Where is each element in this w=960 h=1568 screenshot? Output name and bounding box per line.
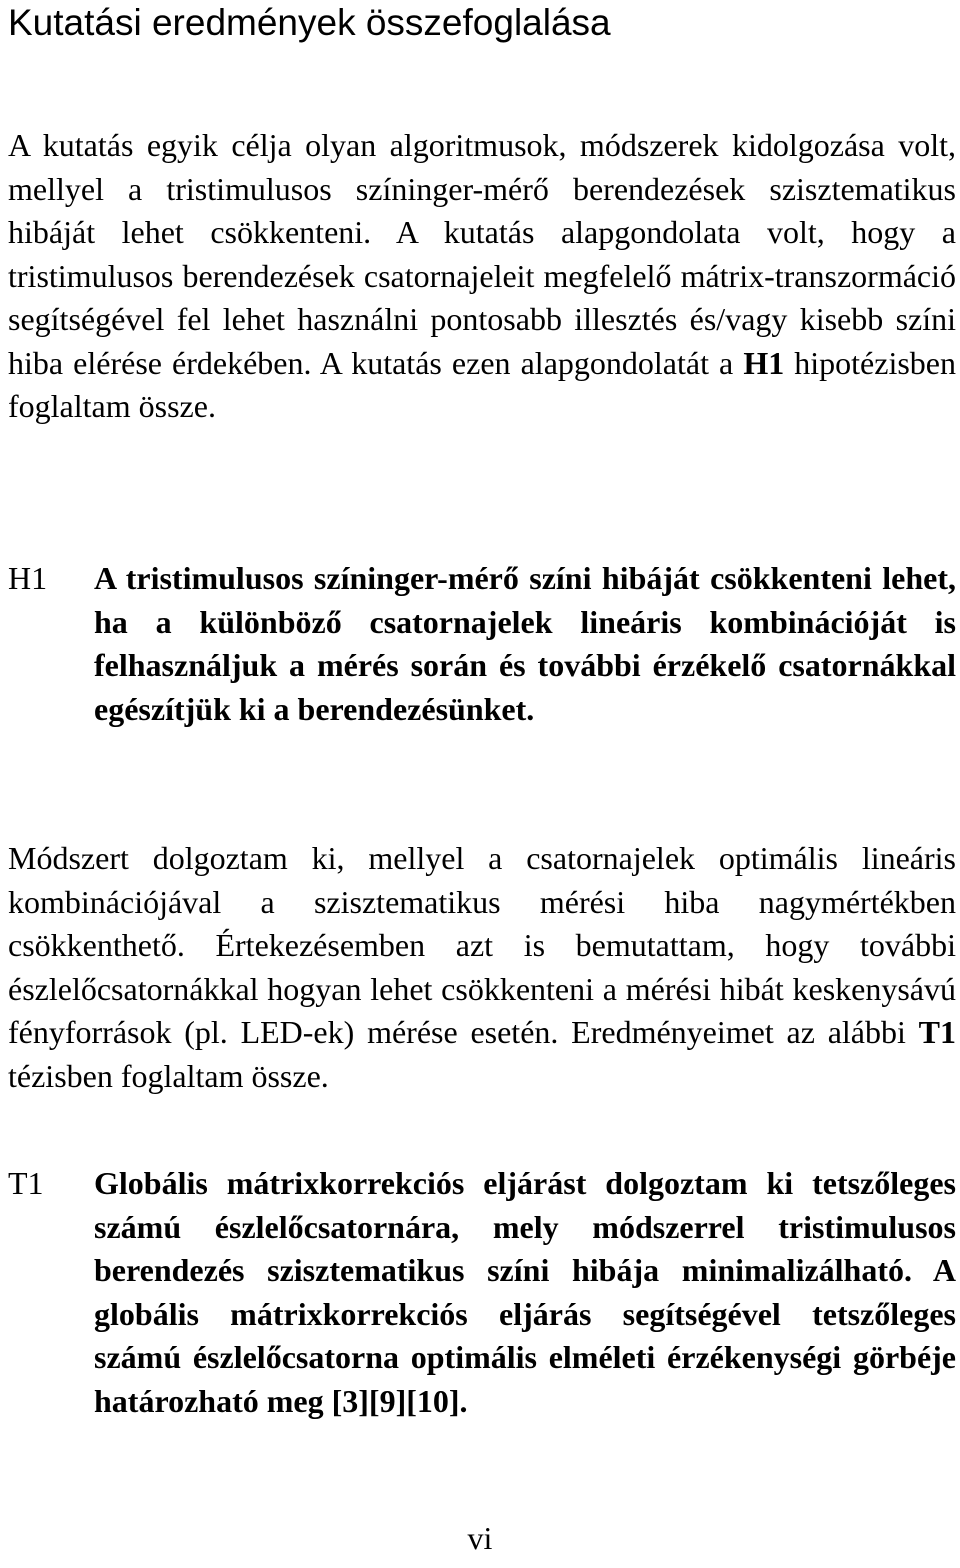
method-text-end: tézisben foglaltam össze. bbox=[8, 1057, 329, 1094]
hypothesis-text: A tristimulusos színinger-mérő színi hibáját csökkenteni lehet, ha a különböző csatornajelek lineáris kombinációját is felhasználjuk a mérés során és további érzékelő csatornákkal egészítjük ki a berendezésünket. bbox=[94, 560, 956, 727]
method-text: Módszert dolgoztam ki, mellyel a csatornajelek optimális lineáris kombinációjával a szisztematikus mérési hiba nagymértékben csökkenthető. Értekezésemben azt is bemutattam, hogy további észlelőcsatornákkal hogyan lehet csökkenteni a mérési hibát keskenysávú fényforrások (pl. LED-ek) mérése esetén. Eredményeimet az alábbi bbox=[8, 840, 956, 1050]
intro-text-end: hipotézisben foglaltam össze. bbox=[8, 344, 957, 424]
hypothesis-tag: H1 bbox=[8, 560, 48, 596]
method-paragraph bbox=[8, 837, 956, 1098]
intro-hypothesis-ref: H1 bbox=[743, 344, 785, 381]
method-thesis-ref: T1 bbox=[918, 1014, 956, 1050]
page-number: vi bbox=[467, 1520, 493, 1556]
page-title: Kutatási eredmények összefoglalása bbox=[8, 2, 611, 43]
thesis-tag: T1 bbox=[8, 1165, 44, 1201]
intro-text: A kutatás egyik célja olyan algoritmusok, módszerek kidolgozása volt, mellyel a tristimulusos színinger-mérő berendezések szisztematikus hibáját lehet csökkenteni. A kutatás alapgondolata volt, hogy a tristimulusos berendezések csatornajeleit megfelelő mátrix-transzormáció segítségével fel lehet használni pontosabb illesztés és/vagy kisebb színi hiba elérése érdekében. A kutatás ezen alapgondolatát a bbox=[8, 127, 956, 381]
intro-paragraph bbox=[8, 124, 956, 429]
thesis-text: Globális mátrixkorrekciós eljárást dolgoztam ki tetszőleges számú észlelőcsatornára, mely módszerrel tristimulusos berendezés szisztematikus színi hibája minimalizálható. A globális mátrixkorrekciós eljárás segítségével tetszőleges számú észlelőcsatorna optimális elméleti érzékenységi görbéje határozható meg [3][9][10]. bbox=[94, 1165, 956, 1419]
